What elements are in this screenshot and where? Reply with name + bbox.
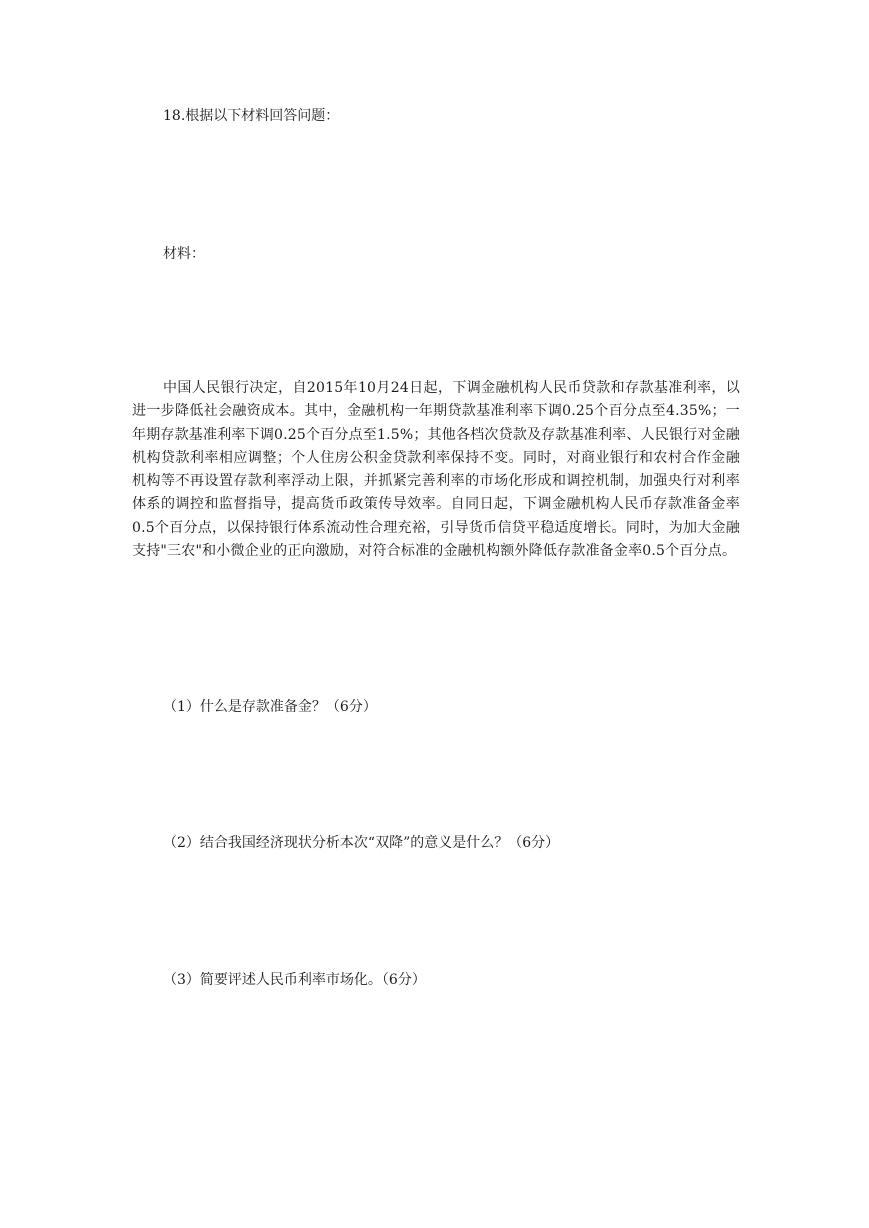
question-title: 18.根据以下材料回答问题： (163, 108, 340, 124)
sub-question-2: （2）结合我国经济现状分析本次“双降”的意义是什么？（6分） (163, 835, 560, 851)
material-paragraph: 中国人民银行决定，自2015年10月24日起，下调金融机构人民币贷款和存款基准利率，以进一步降低社会融资成本。其中，金融机构一年期贷款基准利率下调0.25个百分点至4.35%；一年期存款基准利率下调0.25个百分点至1.5%；其他各档次贷款及存款基准利率、人民银行对金融机构贷款利率相应调整；个人住房公积金贷款利率保持不变。同时，对商业银行和农村合作金融机构等不再设置存款利率浮动上限，并抓紧完善利率的市场化形成和调控机制，加强央行对利率体系的调控和监督指导，提高货币政策传导效率。自同日起，下调金融机构人民币存款准备金率0.5个百分点，以保持银行体系流动性合理充裕，引导货币信贷平稳适度增长。同时，为加大金融支持"三农"和小微企业的正向激励，对符合标准的金融机构额外降低存款准备金率0.5个百分点。 (132, 380, 740, 560)
sub-question-1: （1）什么是存款准备金？（6分） (163, 699, 377, 715)
material-label: 材料： (163, 246, 205, 262)
sub-question-3: （3）简要评述人民币利率市场化。（6分） (163, 972, 426, 988)
